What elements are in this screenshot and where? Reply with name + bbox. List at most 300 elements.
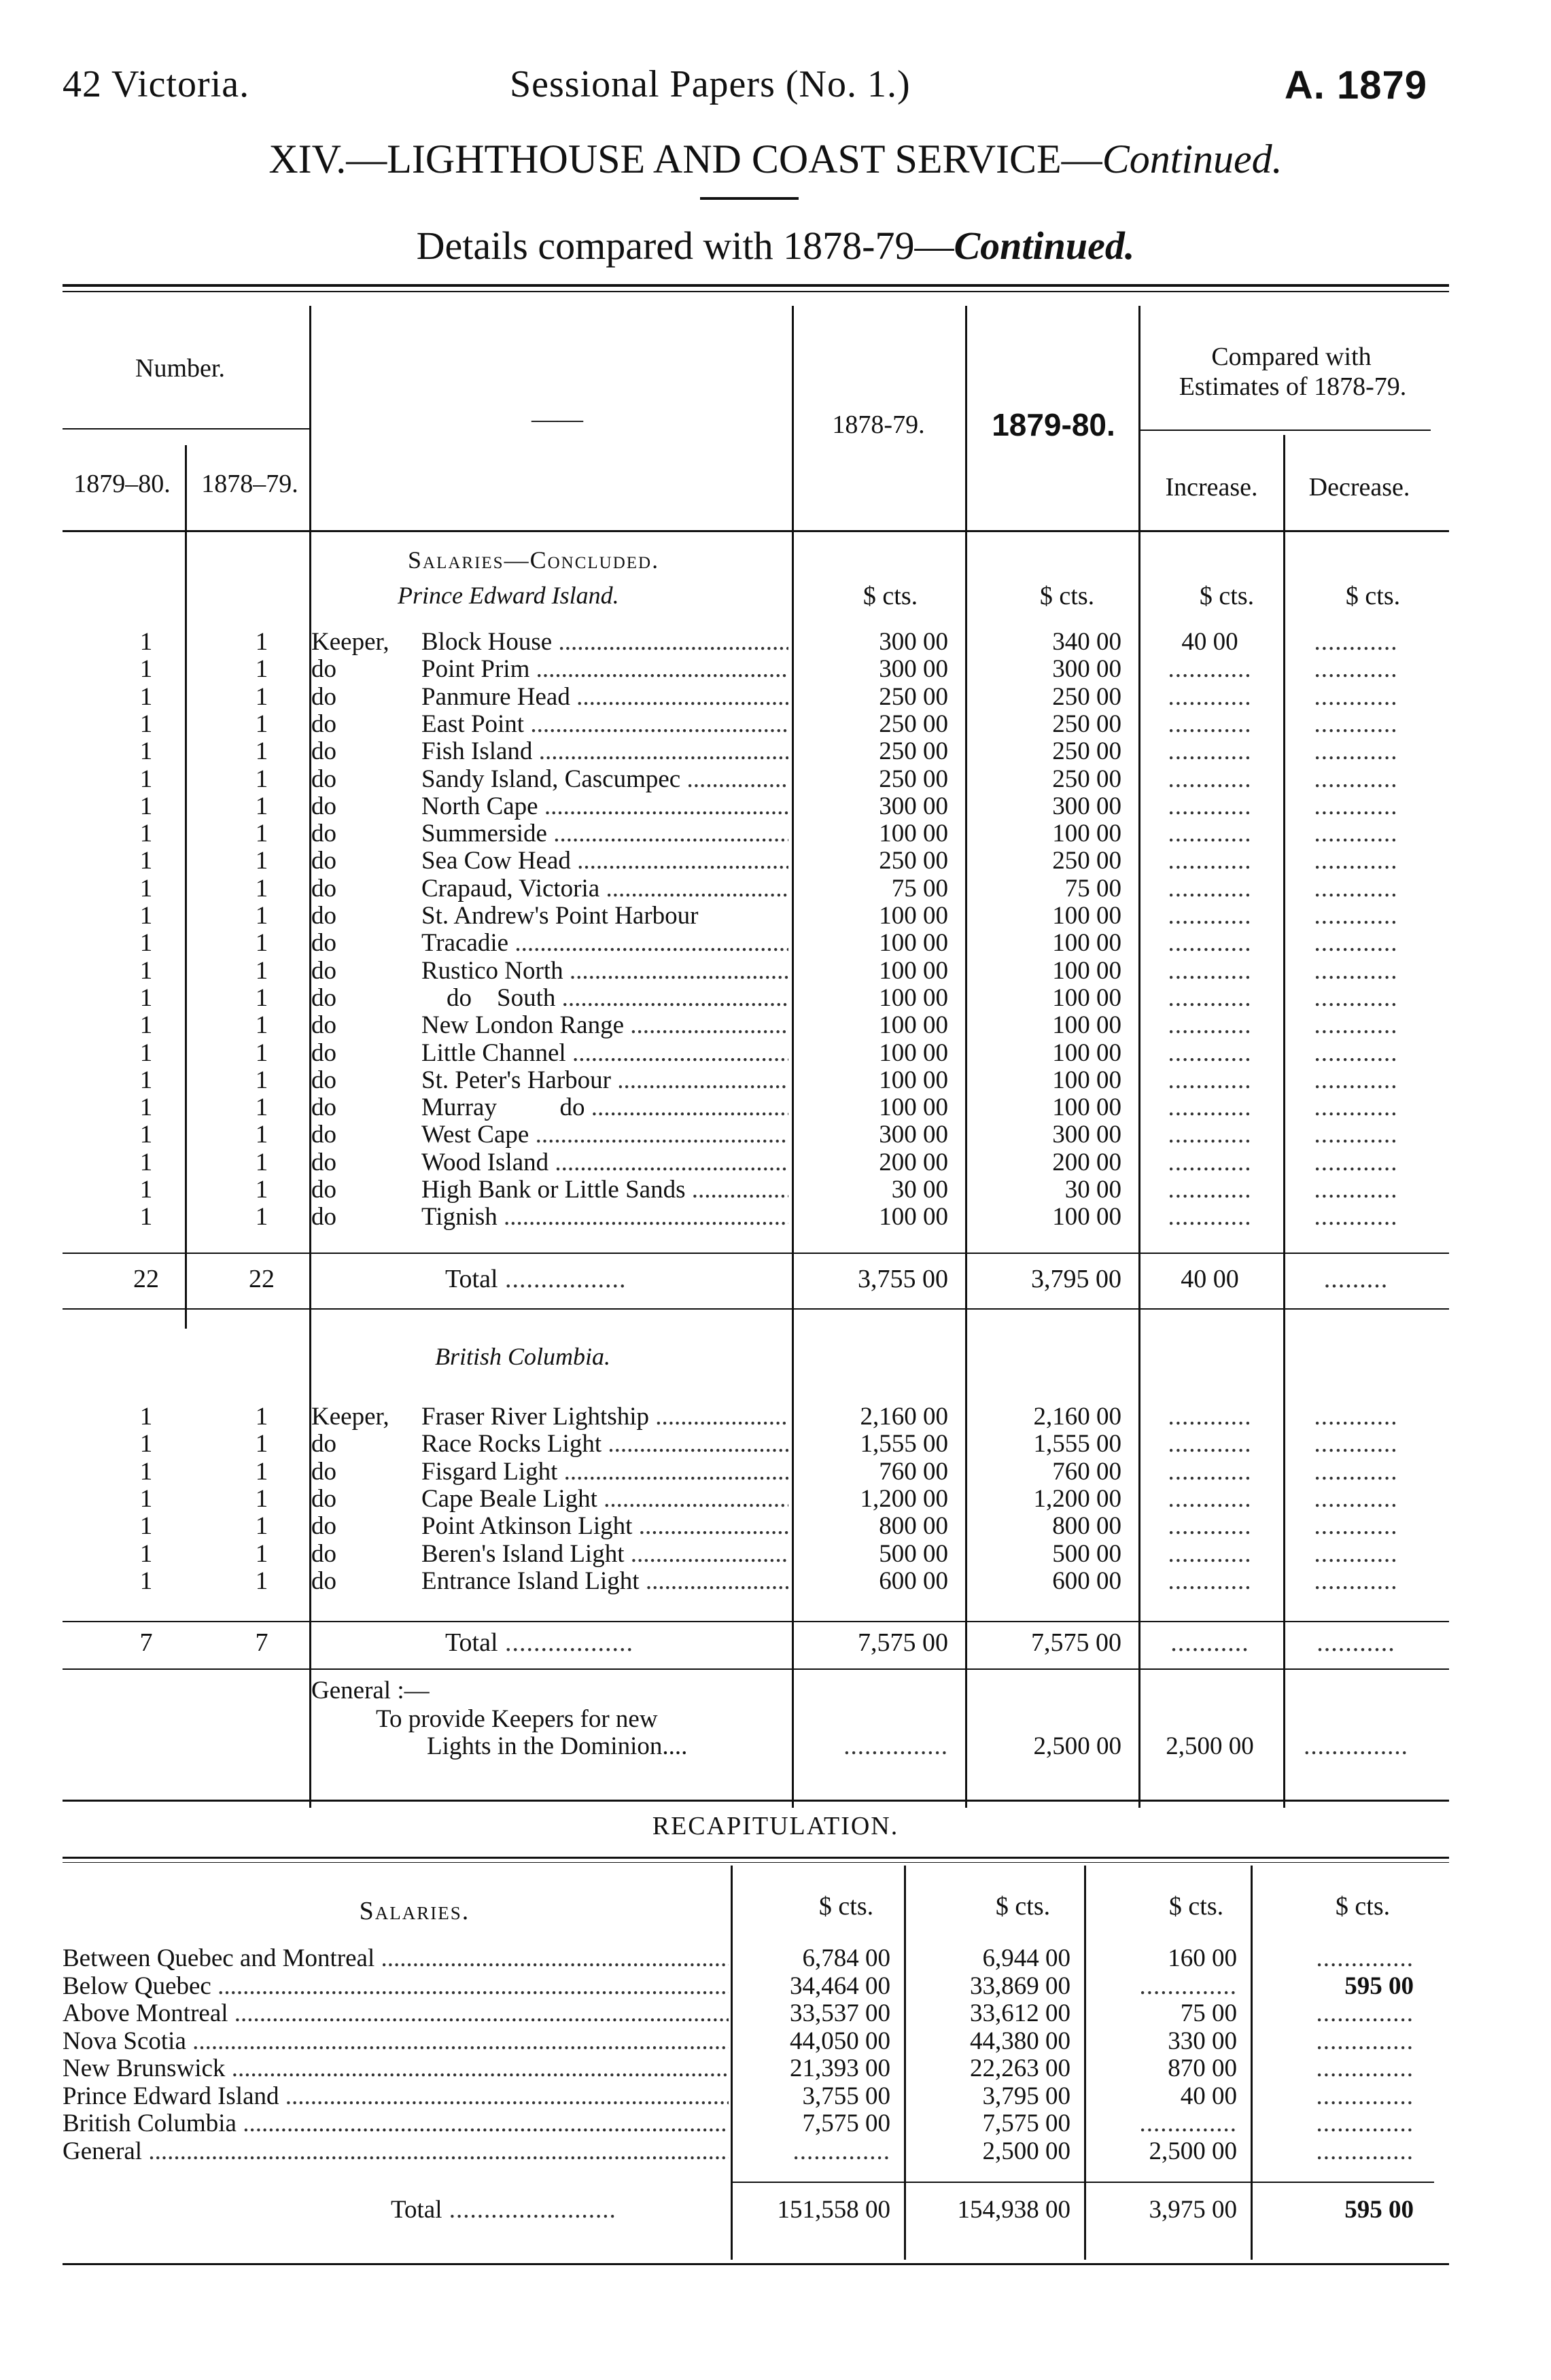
count-1878-79: 1 (255, 1567, 268, 1595)
keeper-role: do (311, 737, 336, 766)
keeper-role: do (311, 1457, 336, 1486)
unit-label: $ cts. (1039, 582, 1095, 610)
decrease-value: ............ (1314, 1038, 1398, 1067)
count-1879-80: 1 (139, 1403, 153, 1431)
amount-1879-80: 760 00 (1052, 1457, 1121, 1486)
running-header-center: Sessional Papers (No. 1.) (510, 63, 911, 105)
station-name: Point Atkinson Light ..... (421, 1513, 788, 1540)
recap-total-c4: 595 00 (1344, 2196, 1414, 2224)
table-row (0, 930, 1551, 957)
recap-label: Nova Scotia ..... (63, 2028, 729, 2055)
count-1879-80: 1 (139, 1038, 153, 1067)
table-row (0, 1040, 1551, 1067)
bc-total-inc: ........... (1170, 1628, 1249, 1657)
count-1878-79: 1 (255, 1176, 268, 1204)
header-number: Number. (135, 354, 225, 383)
recap-label: Below Quebec ..... (63, 1973, 729, 2000)
decrease-value: ............ (1314, 1430, 1398, 1458)
count-1879-80: 1 (139, 1203, 153, 1231)
station-name: Wood Island ..... (421, 1149, 788, 1176)
keeper-role: do (311, 929, 336, 958)
table-row (0, 1012, 1551, 1039)
count-1879-80: 1 (139, 737, 153, 766)
keeper-role: do (311, 1093, 336, 1122)
keeper-role: do (311, 820, 336, 848)
header-year-1878-79: 1878-79. (832, 410, 925, 439)
recap-label: New Brunswick ..... (63, 2055, 729, 2082)
general-v2: 2,500 00 (1033, 1732, 1121, 1760)
header-description-dash: —— (531, 405, 583, 434)
decrease-value: ............ (1314, 820, 1398, 848)
amount-1879-80: 500 00 (1052, 1539, 1121, 1568)
header-bottom-rule (63, 530, 1449, 532)
decrease-value: ............ (1314, 1203, 1398, 1231)
count-1879-80: 1 (139, 983, 153, 1012)
count-1878-79: 1 (255, 655, 268, 684)
count-1879-80: 1 (139, 628, 153, 656)
station-name: Fisgard Light ..... (421, 1458, 788, 1486)
increase-value: ............ (1168, 847, 1252, 875)
amount-1878-79: 1,555 00 (860, 1430, 948, 1458)
increase-value: ............ (1168, 1457, 1252, 1486)
subtotal-rule (63, 1308, 1449, 1310)
amount-1878-79: 100 00 (879, 956, 948, 985)
recap-row (0, 1973, 1551, 2000)
amount-1878-79: 2,160 00 (860, 1403, 948, 1431)
station-name: Beren's Island Light ..... (421, 1541, 788, 1568)
increase-value: ............ (1168, 1093, 1252, 1122)
count-1879-80: 1 (139, 1121, 153, 1149)
general-v1: ............... (843, 1732, 948, 1760)
amount-1879-80: 340 00 (1052, 628, 1121, 656)
increase-value: ............ (1168, 902, 1252, 930)
recap-c2: 7,575 00 (982, 2110, 1070, 2137)
increase-value: ............ (1168, 1066, 1252, 1094)
recap-c1: 3,755 00 (802, 2082, 890, 2110)
count-1878-79: 1 (255, 1539, 268, 1568)
header-year-1879-80: 1879-80. (992, 407, 1115, 442)
count-1879-80: 1 (139, 902, 153, 930)
count-1878-79: 1 (255, 847, 268, 875)
count-1878-79: 1 (255, 765, 268, 793)
increase-value: ............ (1168, 1203, 1252, 1231)
keeper-role: do (311, 1567, 336, 1595)
increase-value: ............ (1168, 1176, 1252, 1204)
general-head (0, 1677, 1551, 1704)
general-label: General :— (311, 1677, 430, 1704)
recap-top-rule-thin (63, 1862, 1449, 1863)
top-rule (63, 284, 1449, 287)
recap-c3: 330 00 (1168, 2027, 1237, 2055)
recap-row (0, 2000, 1551, 2027)
count-1878-79: 1 (255, 929, 268, 958)
amount-1878-79: 100 00 (879, 983, 948, 1012)
count-1879-80: 1 (139, 1430, 153, 1458)
amount-1879-80: 100 00 (1052, 929, 1121, 958)
table-row (0, 766, 1551, 793)
keeper-role: do (311, 983, 336, 1012)
increase-value: ............ (1168, 1430, 1252, 1458)
table-row (0, 958, 1551, 985)
subtotal-rule (63, 1668, 1449, 1670)
recap-c4: .............. (1316, 2027, 1414, 2055)
amount-1879-80: 250 00 (1052, 847, 1121, 875)
amount-1879-80: 100 00 (1052, 1203, 1121, 1231)
count-1878-79: 1 (255, 902, 268, 930)
amount-1879-80: 100 00 (1052, 1011, 1121, 1040)
station-name: New London Range ..... (421, 1012, 788, 1039)
count-1879-80: 1 (139, 820, 153, 848)
station-name: High Bank or Little Sands ..... (421, 1176, 788, 1204)
count-1879-80: 1 (139, 765, 153, 793)
recap-c3: 160 00 (1168, 1944, 1237, 1972)
amount-1879-80: 100 00 (1052, 820, 1121, 848)
amount-1879-80: 100 00 (1052, 1038, 1121, 1067)
increase-value: ............ (1168, 1512, 1252, 1541)
recap-c2: 6,944 00 (982, 1944, 1070, 1972)
keeper-role: Keeper, (311, 1403, 389, 1431)
recap-c4: .............. (1316, 2082, 1414, 2110)
count-1878-79: 1 (255, 874, 268, 903)
table-row (0, 1431, 1551, 1458)
amount-1878-79: 75 00 (891, 874, 948, 903)
keeper-role: Keeper, (311, 628, 389, 656)
amount-1878-79: 250 00 (879, 682, 948, 711)
increase-value: ............ (1168, 1038, 1252, 1067)
header-rule (63, 428, 309, 430)
subtotal-rule (63, 1253, 1449, 1254)
station-name: Sandy Island, Cascumpec ..... (421, 766, 788, 793)
table-row (0, 738, 1551, 765)
decrease-value: ............ (1314, 1484, 1398, 1513)
amount-1879-80: 100 00 (1052, 1066, 1121, 1094)
recap-c3: 75 00 (1180, 1999, 1237, 2027)
count-1878-79: 1 (255, 792, 268, 820)
recap-c3: 2,500 00 (1149, 2137, 1237, 2165)
header-increase: Increase. (1165, 473, 1258, 502)
increase-value: ............ (1168, 655, 1252, 684)
increase-value: ............ (1168, 820, 1252, 848)
amount-1878-79: 100 00 (879, 1093, 948, 1122)
count-1879-80: 1 (139, 655, 153, 684)
recap-c2: 3,795 00 (982, 2082, 1070, 2110)
unit-label: $ cts. (1345, 582, 1401, 610)
decrease-value: ............ (1314, 1176, 1398, 1204)
header-rule (1138, 430, 1431, 431)
keeper-role: do (311, 765, 336, 793)
count-1879-80: 1 (139, 1093, 153, 1122)
decrease-value: ............ (1314, 1512, 1398, 1541)
table-row (0, 629, 1551, 656)
amount-1878-79: 760 00 (879, 1457, 948, 1486)
amount-1878-79: 100 00 (879, 1066, 948, 1094)
table-row (0, 1067, 1551, 1094)
amount-1879-80: 250 00 (1052, 710, 1121, 738)
keeper-role: do (311, 874, 336, 903)
recap-total-row (0, 2197, 1551, 2224)
recap-c2: 44,380 00 (970, 2027, 1070, 2055)
recap-row (0, 2083, 1551, 2110)
recap-c4: .............. (1316, 1944, 1414, 1972)
amount-1879-80: 2,160 00 (1033, 1403, 1121, 1431)
amount-1878-79: 100 00 (879, 1038, 948, 1067)
count-1879-80: 1 (139, 792, 153, 820)
count-1879-80: 1 (139, 1512, 153, 1541)
amount-1878-79: 600 00 (879, 1567, 948, 1595)
table-row (0, 1513, 1551, 1540)
table-row (0, 1568, 1551, 1595)
pei-total-v2: 3,795 00 (1031, 1265, 1121, 1293)
amount-1879-80: 250 00 (1052, 765, 1121, 793)
unit-label: $ cts. (862, 582, 918, 610)
pei-total-n1: 22 (133, 1265, 159, 1293)
amount-1879-80: 200 00 (1052, 1148, 1121, 1176)
count-1878-79: 1 (255, 956, 268, 985)
amount-1879-80: 100 00 (1052, 983, 1121, 1012)
amount-1879-80: 75 00 (1064, 874, 1121, 903)
recap-c2: 2,500 00 (982, 2137, 1070, 2165)
count-1879-80: 1 (139, 1457, 153, 1486)
recap-total-label: Total ........................ (391, 2197, 616, 2224)
amount-1878-79: 250 00 (879, 765, 948, 793)
header-1879-80: 1879–80. (73, 470, 171, 498)
decrease-value: ............ (1314, 847, 1398, 875)
table-row (0, 711, 1551, 738)
station-name: Entrance Island Light ..... (421, 1568, 788, 1595)
table-row (0, 903, 1551, 930)
amount-1878-79: 250 00 (879, 847, 948, 875)
decrease-value: ............ (1314, 1011, 1398, 1040)
count-1879-80: 1 (139, 1011, 153, 1040)
bc-total-n1: 7 (139, 1628, 153, 1657)
station-name: Rustico North ..... (421, 958, 788, 985)
pei-total-dec: ......... (1323, 1265, 1389, 1293)
station-name: Fraser River Lightship ..... (421, 1403, 788, 1431)
section-salaries-concluded: Salaries—Concluded. (408, 546, 660, 574)
count-1878-79: 1 (255, 1093, 268, 1122)
count-1878-79: 1 (255, 983, 268, 1012)
recap-c3: 40 00 (1180, 2082, 1237, 2110)
amount-1878-79: 300 00 (879, 792, 948, 820)
increase-value: ............ (1168, 1539, 1252, 1568)
count-1878-79: 1 (255, 682, 268, 711)
count-1879-80: 1 (139, 682, 153, 711)
decrease-value: ............ (1314, 710, 1398, 738)
count-1878-79: 1 (255, 1038, 268, 1067)
increase-value: ............ (1168, 792, 1252, 820)
amount-1879-80: 100 00 (1052, 902, 1121, 930)
table-row (0, 1486, 1551, 1513)
recap-c1: .............. (792, 2137, 890, 2165)
recap-c4: .............. (1316, 2054, 1414, 2082)
keeper-role: do (311, 682, 336, 711)
count-1878-79: 1 (255, 737, 268, 766)
general-desc-1: To provide Keepers for new (376, 1705, 658, 1733)
increase-value: ............ (1168, 682, 1252, 711)
decrease-value: ............ (1314, 682, 1398, 711)
increase-value: ............ (1168, 983, 1252, 1012)
increase-value: ............ (1168, 765, 1252, 793)
bc-total-n2: 7 (255, 1628, 268, 1657)
station-name: East Point ..... (421, 711, 788, 738)
station-name: North Cape ..... (421, 793, 788, 820)
count-1879-80: 1 (139, 929, 153, 958)
decrease-value: ............ (1314, 1066, 1398, 1094)
unit-label: $ cts. (1199, 582, 1255, 610)
recap-subtotal-rule (731, 2182, 1434, 2183)
decrease-value: ............ (1314, 1403, 1398, 1431)
running-header-left: 42 Victoria. (63, 63, 250, 105)
amount-1878-79: 100 00 (879, 820, 948, 848)
recap-total-c1: 151,558 00 (777, 2196, 890, 2224)
decrease-value: ............ (1314, 628, 1398, 656)
page-subtitle: Details compared with 1878-79—Continued. (416, 224, 1135, 268)
count-1879-80: 1 (139, 1148, 153, 1176)
header-estimates: Estimates of 1878-79. (1179, 372, 1407, 401)
top-rule-thin (63, 291, 1449, 292)
header-1878-79: 1878–79. (201, 470, 298, 498)
keeper-role: do (311, 1203, 336, 1231)
count-1879-80: 1 (139, 1176, 153, 1204)
count-1879-80: 1 (139, 1539, 153, 1568)
recap-top-rule (63, 1857, 1449, 1859)
increase-value: ............ (1168, 1403, 1252, 1431)
increase-value: ............ (1168, 1011, 1252, 1040)
amount-1879-80: 100 00 (1052, 956, 1121, 985)
decrease-value: ............ (1314, 1148, 1398, 1176)
table-row (0, 793, 1551, 820)
station-name: Race Rocks Light ..... (421, 1431, 788, 1458)
amount-1879-80: 100 00 (1052, 1093, 1121, 1122)
recap-row (0, 2055, 1551, 2082)
increase-value: ............ (1168, 956, 1252, 985)
recap-c1: 44,050 00 (790, 2027, 890, 2055)
keeper-role: do (311, 1176, 336, 1204)
table-row (0, 820, 1551, 847)
recap-c2: 33,612 00 (970, 1999, 1070, 2027)
amount-1879-80: 1,555 00 (1033, 1430, 1121, 1458)
count-1878-79: 1 (255, 1484, 268, 1513)
decrease-value: ............ (1314, 655, 1398, 684)
keeper-role: do (311, 710, 336, 738)
pei-total-inc: 40 00 (1181, 1265, 1239, 1293)
table-row (0, 656, 1551, 683)
station-name: Sea Cow Head ..... (421, 847, 788, 875)
station-name: Fish Island ..... (421, 738, 788, 765)
amount-1878-79: 300 00 (879, 1121, 948, 1149)
count-1878-79: 1 (255, 710, 268, 738)
recap-label: General ..... (63, 2138, 729, 2165)
station-name: Tracadie ..... (421, 930, 788, 957)
table-row (0, 1176, 1551, 1204)
pei-total-label: Total ................. (445, 1265, 627, 1293)
amount-1878-79: 100 00 (879, 1203, 948, 1231)
amount-1878-79: 100 00 (879, 902, 948, 930)
header-compared: Compared with (1211, 343, 1372, 371)
table-row (0, 1204, 1551, 1231)
count-1878-79: 1 (255, 1403, 268, 1431)
station-name: Little Channel ..... (421, 1040, 788, 1067)
increase-value: ............ (1168, 929, 1252, 958)
increase-value: ............ (1168, 1567, 1252, 1595)
title-underline (700, 197, 799, 200)
recap-c3: .............. (1139, 2110, 1237, 2137)
amount-1879-80: 600 00 (1052, 1567, 1121, 1595)
count-1879-80: 1 (139, 874, 153, 903)
table-row (0, 1541, 1551, 1568)
station-name: Murray do ..... (421, 1094, 788, 1121)
recap-salaries-label: Salaries. (359, 1897, 470, 1925)
general-dec: ............... (1304, 1732, 1408, 1760)
station-name: Block House ..... (421, 629, 788, 656)
amount-1879-80: 300 00 (1052, 655, 1121, 684)
table-row (0, 1149, 1551, 1176)
station-name: St. Andrew's Point Harbour (421, 903, 699, 930)
count-1878-79: 1 (255, 1430, 268, 1458)
station-name: St. Peter's Harbour ..... (421, 1067, 788, 1094)
recap-c4: .............. (1316, 2110, 1414, 2137)
increase-value: ............ (1168, 1484, 1252, 1513)
amount-1878-79: 250 00 (879, 737, 948, 766)
keeper-role: do (311, 956, 336, 985)
amount-1879-80: 300 00 (1052, 1121, 1121, 1149)
amount-1879-80: 250 00 (1052, 682, 1121, 711)
keeper-role: do (311, 847, 336, 875)
unit-label: $ cts. (1168, 1892, 1224, 1921)
recap-c4: .............. (1316, 2137, 1414, 2165)
keeper-role: do (311, 1512, 336, 1541)
decrease-value: ............ (1314, 1121, 1398, 1149)
keeper-role: do (311, 1484, 336, 1513)
section-rule (63, 1800, 1449, 1802)
recapitulation-title: RECAPITULATION. (652, 1812, 899, 1840)
amount-1878-79: 100 00 (879, 929, 948, 958)
unit-label: $ cts. (818, 1892, 874, 1921)
recap-c2: 22,263 00 (970, 2054, 1070, 2082)
decrease-value: ............ (1314, 765, 1398, 793)
recap-label: Above Montreal ..... (63, 2000, 729, 2027)
bc-total-dec: ........... (1317, 1628, 1395, 1657)
keeper-role: do (311, 902, 336, 930)
keeper-role: do (311, 1148, 336, 1176)
count-1878-79: 1 (255, 1066, 268, 1094)
decrease-value: ............ (1314, 956, 1398, 985)
increase-value: 40 00 (1181, 628, 1238, 656)
decrease-value: ............ (1314, 737, 1398, 766)
decrease-value: ............ (1314, 929, 1398, 958)
keeper-role: do (311, 1011, 336, 1040)
decrease-value: ............ (1314, 1539, 1398, 1568)
recap-row (0, 2110, 1551, 2137)
count-1879-80: 1 (139, 1066, 153, 1094)
decrease-value: ............ (1314, 1093, 1398, 1122)
keeper-role: do (311, 1038, 336, 1067)
recap-c1: 34,464 00 (790, 1972, 890, 2000)
count-1879-80: 1 (139, 710, 153, 738)
bc-total-v1: 7,575 00 (858, 1628, 948, 1657)
general-desc-2: Lights in the Dominion.... (427, 1732, 688, 1760)
pei-total-n2: 22 (249, 1265, 275, 1293)
station-name: Summerside ..... (421, 820, 788, 847)
amount-1879-80: 250 00 (1052, 737, 1121, 766)
amount-1879-80: 300 00 (1052, 792, 1121, 820)
recap-c1: 7,575 00 (802, 2110, 890, 2137)
station-name: do South ..... (421, 985, 788, 1012)
bc-total-v2: 7,575 00 (1031, 1628, 1121, 1657)
keeper-role: do (311, 1539, 336, 1568)
count-1878-79: 1 (255, 1121, 268, 1149)
count-1878-79: 1 (255, 1203, 268, 1231)
